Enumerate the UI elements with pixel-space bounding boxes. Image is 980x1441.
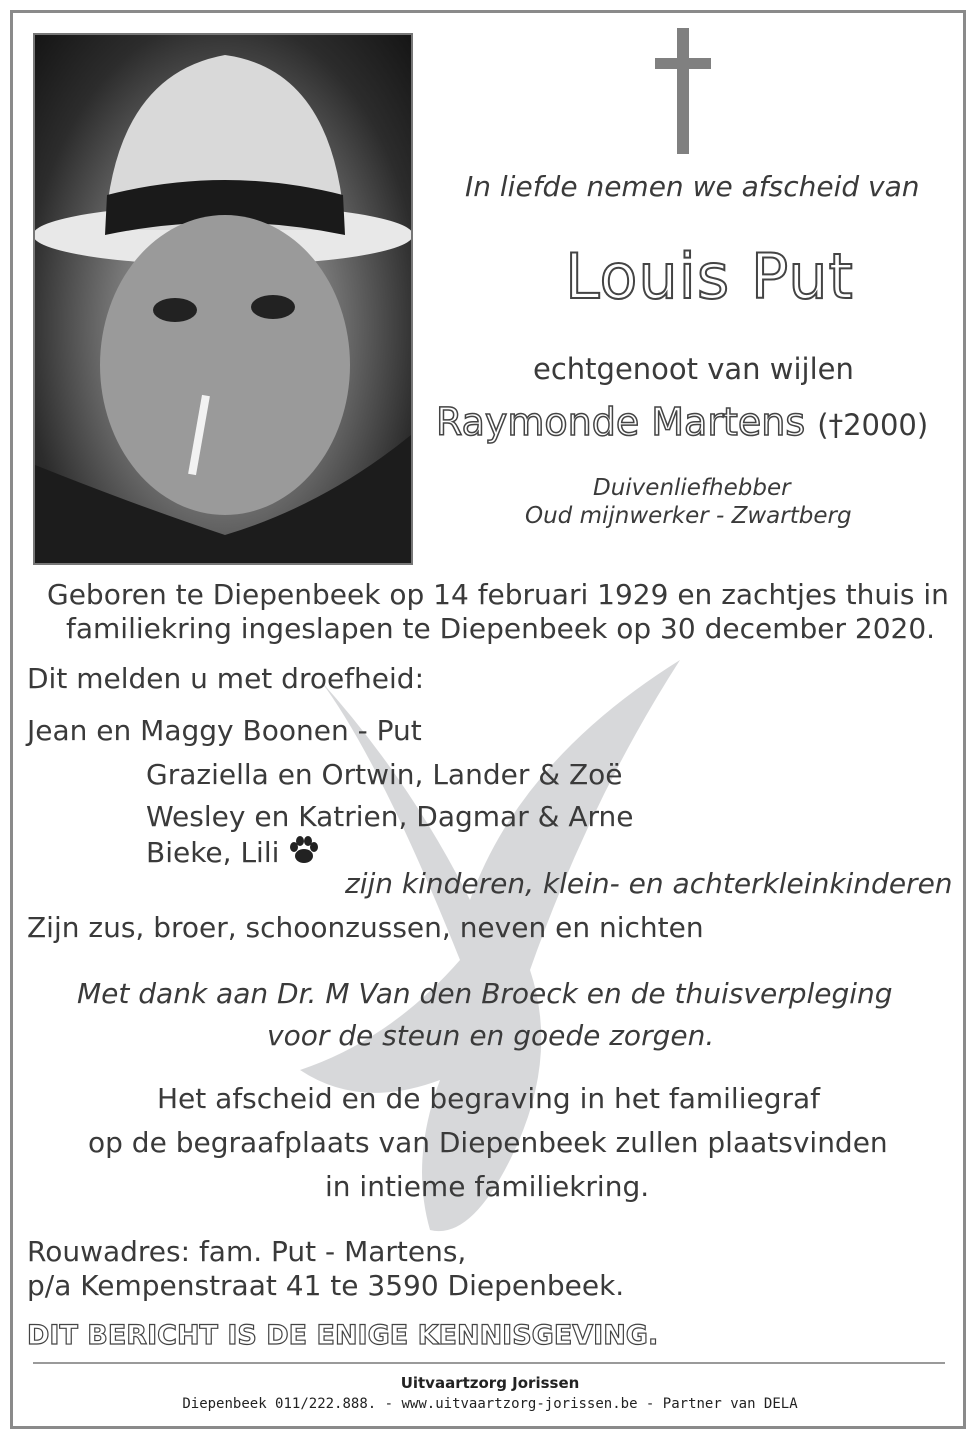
spouse-name: Raymonde Martens — [436, 400, 806, 444]
family-line-3: Wesley en Katrien, Dagmar & Arne — [146, 800, 634, 833]
hobby-text: Duivenliefhebber — [593, 475, 791, 501]
thanks-line-2: voor de steun en goede zorgen. — [267, 1019, 715, 1052]
cross-icon — [655, 28, 711, 154]
notice-text: DIT BERICHT IS DE ENIGE KENNISGEVING. — [27, 1320, 659, 1351]
deceased-name: Louis Put — [565, 240, 854, 313]
family-line-1: Jean en Maggy Boonen - Put — [27, 714, 422, 747]
funeral-line-2: op de begraafplaats van Diepenbeek zullen plaatsvinden — [88, 1126, 888, 1159]
footer-company: Uitvaartzorg Jorissen — [400, 1374, 580, 1392]
family-line-2: Graziella en Ortwin, Lander & Zoë — [146, 758, 623, 791]
death-cross-icon: † — [828, 408, 844, 442]
siblings-line: Zijn zus, broer, schoonzussen, neven en nichten — [27, 911, 704, 944]
paw-print-icon — [288, 836, 320, 864]
spouse-death-date: (†2000) — [817, 408, 929, 442]
footer-details: Diepenbeek 011/222.888. - www.uitvaartzorg-jorissen.be - Partner van DELA — [182, 1396, 798, 1412]
birth-line-1: Geboren te Diepenbeek op 14 februari 1929 en zachtjes thuis in — [47, 578, 949, 611]
footer-divider — [33, 1362, 945, 1364]
spouse-line — [436, 400, 928, 444]
announce-text: Dit melden u met droefheid: — [27, 662, 425, 695]
address-line-2: p/a Kempenstraat 41 te 3590 Diepenbeek. — [27, 1269, 625, 1302]
family-relation: zijn kinderen, klein- en achterkleinkinderen — [345, 867, 953, 900]
address-line-1: Rouwadres: fam. Put - Martens, — [27, 1235, 467, 1268]
birth-line-2: familiekring ingeslapen te Diepenbeek op 30 december 2020. — [66, 612, 936, 645]
occupation-text: Oud mijnwerker - Zwartberg — [525, 503, 852, 529]
family-line-4: Bieke, Lili — [146, 836, 320, 869]
portrait-photo — [33, 33, 413, 565]
thanks-line-1: Met dank aan Dr. M Van den Broeck en de thuisverpleging — [77, 977, 893, 1010]
funeral-line-1: Het afscheid en de begraving in het familiegraf — [157, 1082, 821, 1115]
spouse-intro: echtgenoot van wijlen — [533, 352, 854, 386]
funeral-line-3: in intieme familiekring. — [325, 1170, 650, 1203]
intro-text: In liefde nemen we afscheid van — [465, 170, 920, 203]
